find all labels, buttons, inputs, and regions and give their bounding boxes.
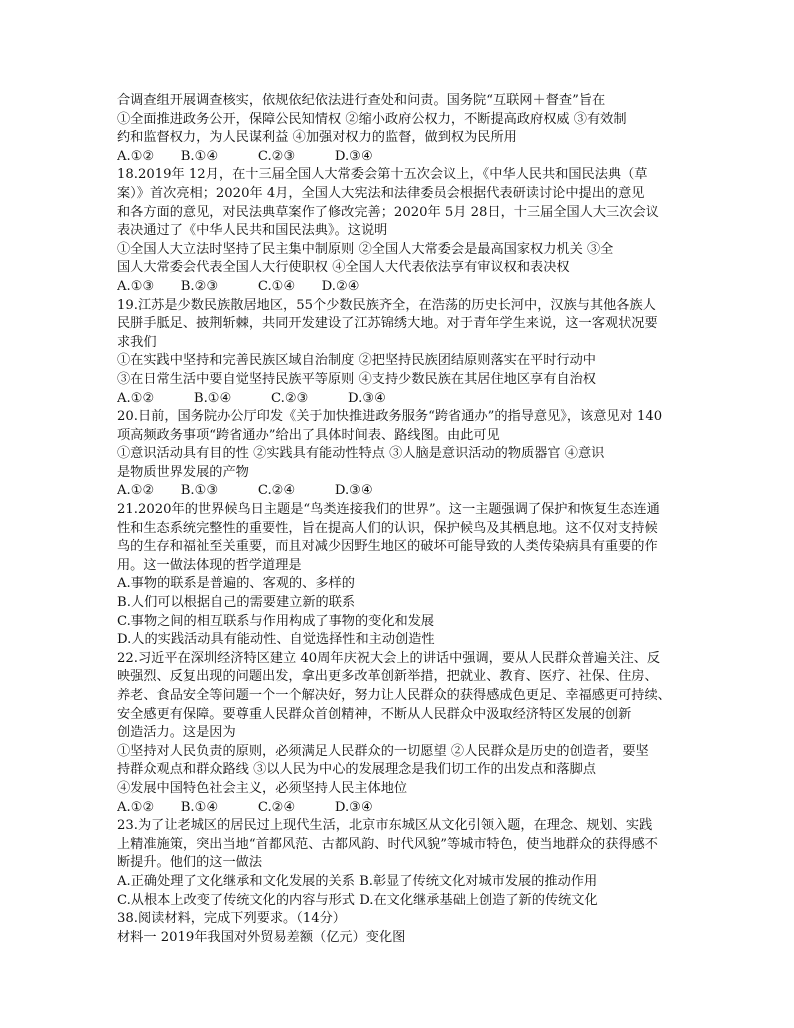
text-line: 约和监督权力，为人民谋利益 ④加强对权力的监督，做到权为民所用 (117, 130, 517, 146)
text-line: A.正确处理了文化继承和文化发展的关系 B.彰显了传统文化对城市发展的推动作用 (117, 873, 598, 889)
text-line: 映强烈、反复出现的问题出发，拿出更多改革创新举措，把就业、教育、医疗、社保、住房、 (117, 669, 658, 685)
text-line: B.人们可以根据自己的需要建立新的联系 (117, 595, 356, 611)
text-line: 和各方面的意见，对民法典草案作了修改完善；2020年 5月 28日，十三届全国人大三次会议 (117, 204, 659, 220)
text-line: 养老、食品安全等问题一个一个解决好，努力让人民群众的获得感成色更足、幸福感更可持续、 (117, 688, 671, 703)
text-line: 19.江苏是少数民族散居地区，55个少数民族齐全，在浩荡的历史长河中，汉族与其他各族人 (117, 297, 656, 313)
text-line: 21.2020年的世界候鸟日主题是“鸟类连接我们的世界”。这一主题强调了保护和恢复生态连通 (117, 502, 660, 518)
text-line: A.事物的联系是普遍的、客观的、多样的 (117, 576, 355, 592)
text-line: C.从根本上改变了传统文化的内容与形式 D.在文化继承基础上创造了新的传统文化 (117, 892, 598, 908)
text-line: 18.2019年 12月，在十三届全国人大常委会第十五次会议上，《中华人民共和国民法典（草 (117, 167, 648, 183)
text-line: 表决通过了《中华人民共和国民法典》。这说明 (117, 223, 388, 239)
text-line: 合调查组开展调查核实，依规依纪依法进行查处和问责。国务院“互联网＋督查”旨在 (117, 93, 606, 108)
text-line: ①全国人大立法时坚持了民主集中制原则 ②全国人大常委会是最高国家权力机关 ③全 (117, 241, 614, 257)
text-line: ①坚持对人民负责的原则，必须满足人民群众的一切愿望 ②人民群众是历史的创造者，要坚 (117, 743, 649, 759)
text-line: 断提升。他们的这一做法 (117, 855, 263, 871)
text-line: 用。这一做法体现的哲学道理是 (117, 557, 302, 573)
text-line: 材料一 2019年我国对外贸易差额（亿元）变化图 (117, 929, 406, 945)
text-line: 创造活力。这是因为 (117, 725, 236, 741)
text-line: 38.阅读材料，完成下列要求。（14分） (117, 911, 346, 927)
text-line: 性和生态系统完整性的重要性，旨在提高人们的认识，保护候鸟及其栖息地。这不仅对支持候 (117, 520, 658, 536)
text-line: 20.日前，国务院办公厅印发《关于加快推进政务服务“跨省通办”的指导意见》，该意见对 140 (117, 409, 663, 425)
text-line: ④发展中国特色社会主义，必须坚持人民主体地位 (117, 780, 408, 796)
text-line: 案）》首次亮相；2020年 4月，全国人大宪法和法律委员会根据代表研读讨论中提出的意见 (117, 185, 645, 201)
text-line: ③在日常生活中要自觉坚持民族平等原则 ④支持少数民族在其居住地区享有自治权 (117, 371, 596, 387)
text-line: 鸟的生存和福祉至关重要，而且对减少因野生地区的破坏可能导致的人类传染病具有重要的作 (117, 539, 658, 555)
text-line: D.人的实践活动具有能动性、自觉选择性和主动创造性 (117, 632, 435, 648)
text-line: ①全面推进政务公开，保障公民知情权 ②缩小政府公权力，不断提高政府权威 ③有效制 (117, 111, 627, 127)
text-line: 23.为了让老城区的居民过上现代生活，北京市东城区从文化引领入题，在理念、规划、实践 (117, 818, 653, 834)
text-line: A.①② B.①④ C.②③ D.③④ (117, 148, 373, 164)
text-line: ①在实践中坚持和完善民族区域自治制度 ②把坚持民族团结原则落实在平时行动中 (117, 353, 596, 369)
text-line: ①意识活动具有目的性 ②实践具有能动性特点 ③人脑是意识活动的物质器官 ④意识 (117, 446, 605, 462)
text-line: 上精准施策，突出当地“首都风范、古都风韵、时代风貌”等城市特色，使当地群众的获得感不 (117, 836, 658, 852)
text-line: 国人大常委会代表全国人大行使职权 ④全国人大代表依法享有审议权和表决权 (117, 260, 570, 276)
text-line: 项高频政务事项“跨省通办”给出了具体时间表、路线图。由此可见 (117, 427, 500, 443)
text-line: C.事物之间的相互联系与作用构成了事物的变化和发展 (117, 613, 435, 629)
text-line: A.①② B.①④ C.②④ D.③④ (117, 799, 373, 815)
text-line: 是物质世界发展的产物 (117, 464, 249, 480)
text-line: A.①③ B.②③ C.①④ D.②④ (117, 278, 360, 294)
text-line: 安全感更有保障。要尊重人民群众首创精神，不断从人民群众中汲取经济特区发展的创新 (117, 706, 632, 722)
text-line: 持群众观点和群众路线 ③以人民为中心的发展理念是我们切工作的出发点和落脚点 (117, 762, 596, 778)
text-line: 求我们 (117, 334, 157, 350)
text-line: A.①② B.①③ C.②④ D.③④ (117, 483, 373, 499)
document-body (117, 92, 687, 947)
text-line: 民胼手胝足、披荆斩棘，共同开发建设了江苏锦绣大地。对于青年学生来说，这一客观状况要 (117, 316, 658, 332)
text-line: 22.习近平在深圳经济特区建立 40周年庆祝大会上的讲话中强调，要从人民群众普遍关注、反 (117, 650, 661, 666)
text-line: A.①② B.①④ C.②③ D.③④ (117, 390, 386, 406)
